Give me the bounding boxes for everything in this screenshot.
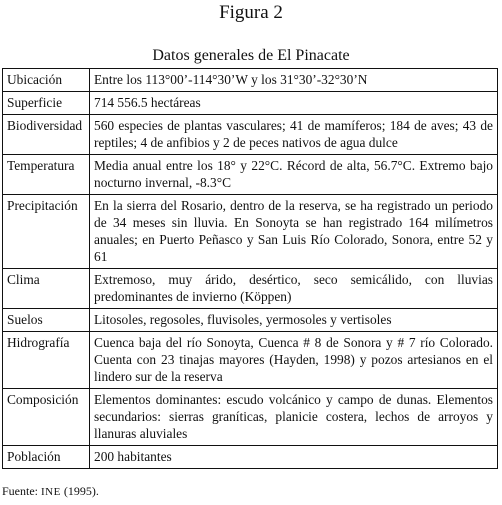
- row-value-hidrografia: Cuenca baja del río Sonoyta, Cuenca # 8 de Sonora y # 7 río Colorado. Cuenta con 23 tinajas mayores (Hayden, 1998) y pozos artesianos en el lindero sur de la reserva: [90, 332, 498, 389]
- table-row: [3, 115, 498, 155]
- row-value-ubicacion: Entre los 113°00’-114°30’W y los 31°30’-32°30’N: [90, 69, 498, 92]
- row-value-superficie: 714 556.5 hectáreas: [90, 92, 498, 115]
- row-label-suelos: Suelos: [3, 309, 90, 332]
- table-row: [3, 446, 498, 469]
- row-label-poblacion: Población: [3, 446, 90, 469]
- row-label-superficie: Superficie: [3, 92, 90, 115]
- table-row: [3, 155, 498, 195]
- row-value-temperatura: Media anual entre los 18° y 22°C. Récord de alta, 56.7°C. Extremo bajo nocturno invernal, -8.3°C: [90, 155, 498, 195]
- source-org: INE: [41, 486, 61, 498]
- table-row: [3, 195, 498, 269]
- row-label-hidrografia: Hidrografía: [3, 332, 90, 389]
- table-row: [3, 389, 498, 446]
- row-value-precipitacion: En la sierra del Rosario, dentro de la reserva, se ha registrado un periodo de 34 meses sin lluvia. En Sonoyta se han registrado 164 milímetros anuales; en Puerto Peñasco y San Luis Río Colorado, Sonora, entre 52 y 61: [90, 195, 498, 269]
- table-row: [3, 309, 498, 332]
- table-row: [3, 92, 498, 115]
- data-table: [2, 68, 498, 469]
- table-row: [3, 69, 498, 92]
- row-label-clima: Clima: [3, 269, 90, 309]
- table-row: [3, 332, 498, 389]
- row-value-poblacion: 200 habitantes: [90, 446, 498, 469]
- row-value-clima: Extremoso, muy árido, desértico, seco semicálido, con lluvias predominantes de invierno (Köppen): [90, 269, 498, 309]
- figure-label: Figura 2: [219, 2, 283, 23]
- row-label-ubicacion: Ubicación: [3, 69, 90, 92]
- source-year: (1995).: [60, 484, 99, 498]
- row-value-composicion: Elementos dominantes: escudo volcánico y campo de dunas. Elementos secundarios: sierras graníticas, planicie costera, lechos de arroyos y llanuras aluviales: [90, 389, 498, 446]
- row-label-temperatura: Temperatura: [3, 155, 90, 195]
- row-label-precipitacion: Precipitación: [3, 195, 90, 269]
- source-note: [2, 484, 99, 500]
- table-row: [3, 269, 498, 309]
- row-value-suelos: Litosoles, regosoles, fluvisoles, yermosoles y vertisoles: [90, 309, 498, 332]
- row-value-biodiversidad: 560 especies de plantas vasculares; 41 de mamíferos; 184 de aves; 43 de reptiles; 4 de anfibios y 2 de peces nativos de agua dulce: [90, 115, 498, 155]
- source-prefix: Fuente:: [2, 484, 41, 498]
- table-title: Datos generales de El Pinacate: [152, 47, 350, 64]
- row-label-biodiversidad: Biodiversidad: [3, 115, 90, 155]
- row-label-composicion: Composición: [3, 389, 90, 446]
